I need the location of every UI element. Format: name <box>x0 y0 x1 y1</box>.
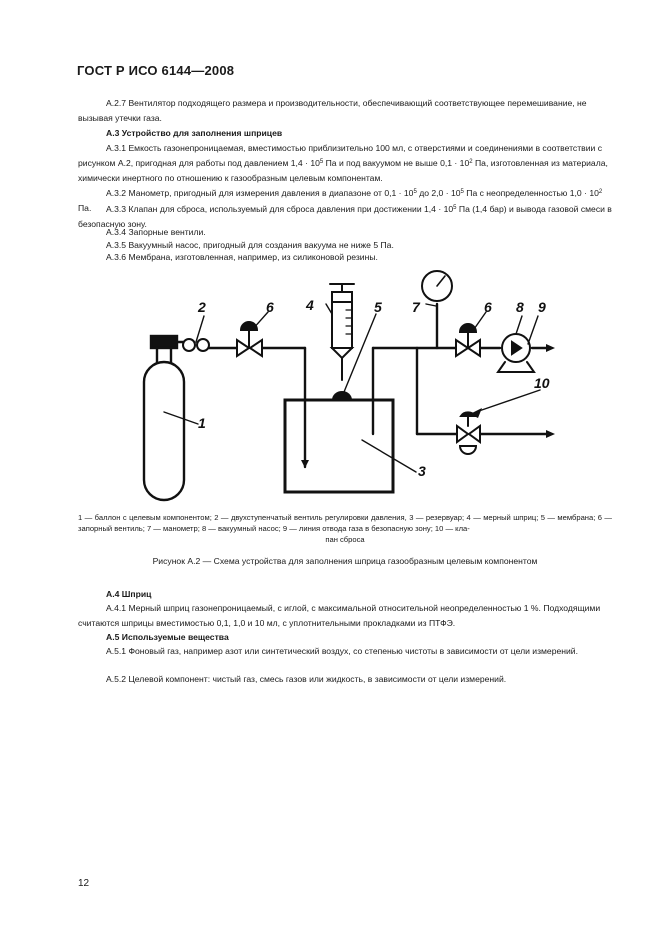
label-3: 3 <box>418 463 426 479</box>
measuring-syringe <box>330 284 354 380</box>
label-10: 10 <box>534 375 550 391</box>
label-7: 7 <box>412 299 420 315</box>
figure-a2-diagram <box>100 262 570 507</box>
outlet-arrow-icon <box>546 344 555 438</box>
page-number: 12 <box>78 878 90 889</box>
pipeline <box>209 304 546 467</box>
paragraph-a35: А.3.5 Вакуумный насос, пригодный для создания вакуума не ниже 5 Па. <box>106 240 394 250</box>
a31-text-2: Па и под вакуумом не выше 0,1 · 10 <box>323 158 470 168</box>
inlet-arrow-icon <box>301 460 309 468</box>
a32-exp-3: 2 <box>598 189 603 195</box>
paragraph-a52: А.5.2 Целевой компонент: чистый газ, смесь газов или жидкость, в зависимости от цели измерений. <box>106 674 507 684</box>
a32-exp-1: 5 <box>413 189 417 195</box>
a31-exp-1: 5 <box>319 159 324 165</box>
a32-exp-2: 5 <box>460 189 464 195</box>
figure-legend <box>78 512 612 545</box>
label-6-right: 6 <box>484 299 492 315</box>
label-1: 1 <box>198 415 206 431</box>
a31-text-1: А.3.1 Емкость газонепроницаемая, вместимостью приблизительно 100 мл, с отверстиями и соединениями в соответствии с рисунком А.2, пригодная для работы под давлением 1,4 · 10 <box>78 143 603 168</box>
vacuum-pump-icon <box>498 334 534 372</box>
label-6-left: 6 <box>266 299 274 315</box>
paragraph-a31 <box>78 141 612 186</box>
section-a4-title: А.4 Шприц <box>106 589 152 599</box>
a32-text-1: А.3.2 Манометр, пригодный для измерения давления в диапазоне от 0,1 · 10 <box>106 188 414 198</box>
reservoir <box>285 400 393 492</box>
shutoff-valve-right <box>456 324 480 356</box>
section-a5-title: А.5 Используемые вещества <box>106 632 229 642</box>
gas-cylinder <box>144 336 184 500</box>
label-2: 2 <box>198 299 206 315</box>
a33-text-1: А.3.3 Клапан для сброса, используемый для сброса давления при достижении 1,4 · 10 <box>106 204 454 214</box>
a33-exp-1: 5 <box>453 205 457 211</box>
label-5: 5 <box>374 299 382 315</box>
a32-text-4: Па. <box>78 203 92 213</box>
label-4: 4 <box>306 297 314 313</box>
a31-text-3: Па, изготовленная из материала, химически инертного по отношению к газообразным целевым компонентам. <box>78 158 608 183</box>
paragraph-a51: А.5.1 Фоновый газ, например азот или синтетический воздух, со степенью чистоты в зависимости от цели измерений. <box>106 646 578 656</box>
legend-tail: пан сброса <box>325 535 365 544</box>
a31-exp-2: 2 <box>469 159 473 165</box>
document-header: ГОСТ Р ИСО 6144—2008 <box>77 63 235 78</box>
label-8: 8 <box>516 299 524 315</box>
paragraph-a41: А.4.1 Мерный шприц газонепроницаемый, с иглой, с максимальной относительной неопределенностью 1 %. Подходящими считаются шприцы вместимостью 0,1, 1,0 и 10 мл, с уплотнительными прокладками из ПТФЭ. <box>78 603 601 628</box>
a32-text-2: до 2,0 · 10 <box>416 188 461 198</box>
paragraph-a36: А.3.6 Мембрана, изготовленная, например, из силиконовой резины. <box>106 252 378 262</box>
section-a3-title: А.3 Устройство для заполнения шприцев <box>106 128 283 138</box>
paragraph-a27: А.2.7 Вентилятор подходящего размера и производительности, обеспечивающий соответствующее перемешивание, не вызывая утечки газа. <box>78 98 587 123</box>
legend-main: 1 — баллон с целевым компонентом; 2 — двухступенчатый вентиль регулировки давления, 3 — резервуар; 4 — мерный шприц; 5 — мембрана; 6 — запорный вентиль; 7 — манометр; 8 — вакуумный насос; 9 — линия отвода газа в безопасную зону; 10 — кла- <box>78 513 612 533</box>
figure-caption: Рисунок А.2 — Схема устройства для заполнения шприца газообразным целевым компонентом <box>152 556 538 566</box>
paragraph-a34: А.3.4 Запорные вентили. <box>106 227 206 237</box>
manometer-icon <box>422 271 452 301</box>
relief-valve <box>457 412 480 454</box>
shutoff-valve-left <box>237 322 262 356</box>
a33-text-2: Па (1,4 бар) и вывода газовой смеси в безопасную зону. <box>78 204 612 229</box>
a32-text-3: Па с неопределенностью 1,0 · 10 <box>463 188 599 198</box>
membrane <box>332 391 352 400</box>
label-9: 9 <box>538 299 546 315</box>
